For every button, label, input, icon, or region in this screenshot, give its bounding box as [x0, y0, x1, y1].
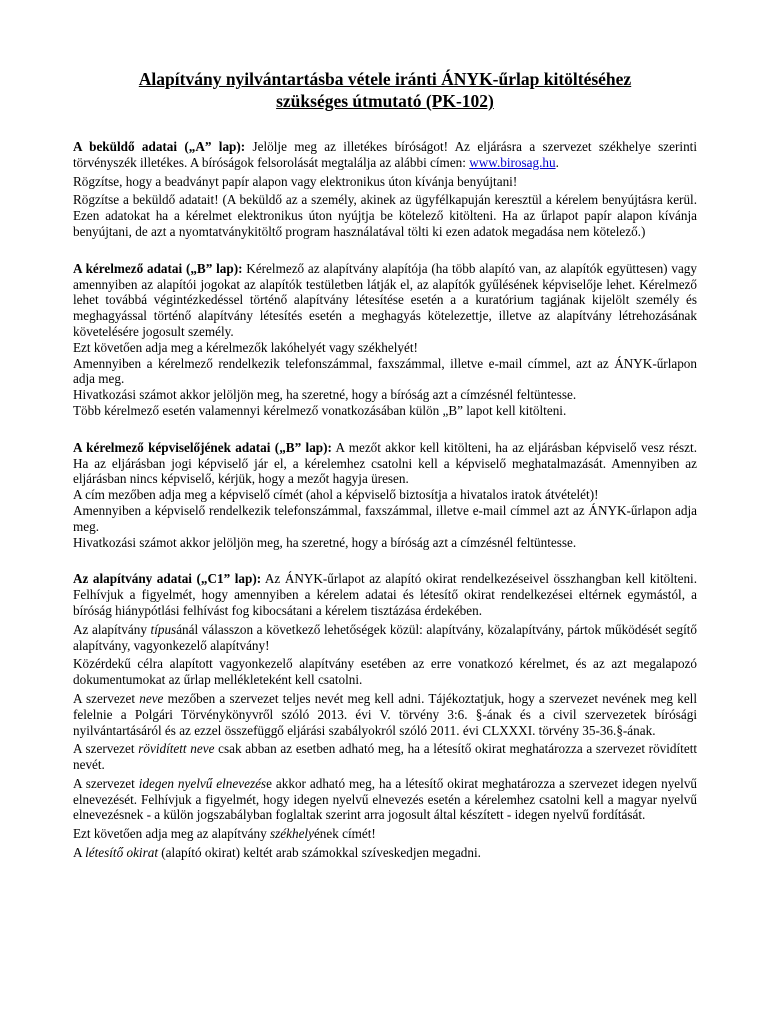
sender-paragraph-1: A beküldő adatai („A” lap): Jelölje meg az illetékes bíróságot! Az eljárásra a szervezet székhelye szerinti törvényszék illetékes. A bíróságok felsorolását megtalálja az alábbi címen: www.birosag.hu. [73, 139, 697, 170]
representative-paragraph-1: A kérelmező képviselőjének adatai („B” lap): A mezőt akkor kell kitölteni, ha az eljárásban képviselő vesz részt. Ha az eljárásban jogi képviselő jár el, a kérelemhez csatolni kell a képviselő meghatalmazását. Amennyiben az eljárásban nincs képviselő, kérjük, hogy a mezőt hagyja üresen. [73, 439, 697, 487]
section-sender [73, 139, 697, 240]
applicant-paragraph-4: Hivatkozási számot akkor jelöljön meg, ha szeretné, hogy a bíróság azt a címzésnél feltüntesse. [73, 387, 577, 403]
foundation-paragraph-8: A létesítő okirat (alapító okirat) keltét arab számokkal szíveskedjen megadni. [73, 845, 481, 861]
applicant-paragraph-1: A kérelmező adatai („B” lap): Kérelmező az alapítvány alapítója (ha több alapító van, az alapítók együttesen) vagy amennyiben az alapítói jogokat az alapítók testületben látják el, az alapítók gyűlésének képviselője lehet. Kérelmező lehet továbbá végintézkedéssel történő alapítvány létesítése esetén a a kuratórium tagjának kijelölt személy és meghagyással történő alapítvány létesítés esetén a meghagyás kötelezettje, illetve az alapítvány létrehozásának követelésére jogosult személy. [73, 260, 697, 339]
foundation-paragraph-3: Közérdekű célra alapított vagyonkezelő alapítvány esetében az erre vonatkozó kérelmet, és az azt megalapozó dokumentumokat az űrlap mellékleteként kell csatolni. [73, 656, 697, 688]
applicant-paragraph-3: Amennyiben a kérelmező rendelkezik telefonszámmal, faxszámmal, illetve e-mail címmel, azt az ÁNYK-űrlapon adja meg. [73, 355, 697, 387]
title-line-1: Alapítvány nyilvántartásba vétele iránti ÁNYK-űrlap kitöltéséhez [138, 69, 632, 89]
foundation-paragraph-7: Ezt követően adja meg az alapítvány székhelyének címét! [73, 826, 376, 842]
representative-paragraph-2: A cím mezőben adja meg a képviselő címét (ahol a képviselő biztosítja a hivatalos iratok átvételét)! [73, 487, 599, 503]
document-page [73, 68, 697, 864]
representative-paragraph-3: Amennyiben a képviselő rendelkezik telefonszámmal, faxszámmal, illetve e-mail címmel azt az ÁNYK-űrlapon adja meg. [73, 502, 697, 534]
sender-paragraph-2: Rögzítse, hogy a beadványt papír alapon vagy elektronikus úton kívánja benyújtani! [73, 173, 518, 189]
foundation-heading: Az alapítvány adatai („C1” lap): [73, 571, 262, 587]
applicant-heading: A kérelmező adatai („B” lap): [73, 260, 243, 276]
title-line-2: szükséges útmutató (PK-102) [276, 91, 494, 111]
representative-heading: A kérelmező képviselőjének adatai („B” lap): [73, 439, 332, 455]
representative-paragraph-4: Hivatkozási számot akkor jelöljön meg, ha szeretné, hogy a bíróság azt a címzésnél feltüntesse. [73, 534, 577, 550]
sender-paragraph-3: Rögzítse a beküldő adatait! (A beküldő az a személy, akinek az ügyfélkapuján keresztül a kérelem benyújtásra kerül. Ezen adatokat ha a kérelmet elektronikus úton nyújtja be kötelező kitölteni. Ha az űrlapot papír alapon kívánja benyújtani, de azt a nyomtatványkitöltő program használatával tölti ki ezen adatok megadása nem kötelező.) [73, 192, 697, 239]
foundation-paragraph-6: A szervezet idegen nyelvű elnevezése akkor adható meg, ha a létesítő okirat meghatározza a szervezet idegen nyelvű elnevezését. Felhívjuk a figyelmét, hogy idegen nyelvű elnevezés esetén a kérelemhez csatolni kell a magyar nyelvű elnevezésnek - a külön jogszabályban foglaltak szerint arra jogosult által készített - idegen nyelvű fordítását. [73, 775, 698, 823]
applicant-paragraph-5: Több kérelmező esetén valamennyi kérelmező vonatkozásában külön „B” lapot kell kitölteni. [73, 402, 567, 418]
section-foundation [73, 571, 697, 861]
foundation-paragraph-2: Az alapítvány típusánál válasszon a következő lehetőségek közül: alapítvány, közalapítvány, pártok működését segítő alapítvány, vagyonkezelő alapítvány! [73, 621, 697, 653]
foundation-paragraph-1: Az alapítvány adatai („C1” lap): Az ÁNYK-űrlapot az alapító okirat rendelkezéseivel összhangban kell kitölteni. Felhívjuk a figyelmét, hogy amennyiben a kérelem adatai és létesítő okirat rendelkezései eltérnek egymástól, a bíróság hiánypótlási felhívást fog kibocsátani a kérelem tisztázása érdekében. [73, 571, 697, 618]
sender-heading: A beküldő adatai („A” lap): [73, 139, 246, 154]
section-applicant [73, 261, 697, 419]
foundation-paragraph-5: A szervezet rövidített neve csak abban az esetben adható meg, ha a létesítő okirat meghatározza a szervezet rövidített nevét. [73, 741, 698, 773]
page-title [73, 68, 697, 112]
birosag-link[interactable]: www.birosag.hu [469, 154, 556, 170]
foundation-paragraph-4: A szervezet neve mezőben a szervezet teljes nevét meg kell adni. Tájékoztatjuk, hogy a szervezet nevének meg kell felelnie a Polgári Törvénykönyvről szóló 2013. évi V. törvény 3:6. §-ának és a civil szervezetek bírósági nyilvántartásáról és az ezzel összefüggő eljárási szabályokról szóló 2011. évi CLXXXI. törvény 35-36.§-ának. [73, 690, 697, 738]
section-representative [73, 440, 697, 551]
applicant-paragraph-2: Ezt követően adja meg a kérelmezők lakóhelyét vagy székhelyét! [73, 339, 418, 355]
